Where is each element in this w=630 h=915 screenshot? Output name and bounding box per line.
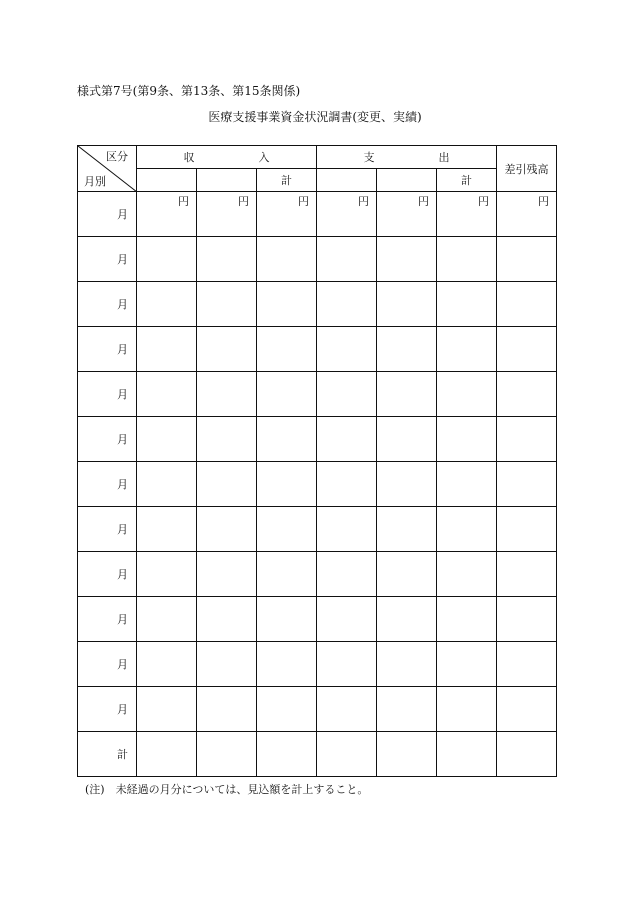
amount-cell[interactable]: [317, 372, 377, 417]
amount-cell[interactable]: [257, 282, 317, 327]
form-title: 医療支援事業資金状況調書(変更、実績): [208, 110, 422, 124]
amount-cell[interactable]: [197, 327, 257, 372]
amount-cell[interactable]: [137, 642, 197, 687]
amount-cell[interactable]: [257, 417, 317, 462]
amount-cell[interactable]: [317, 192, 377, 237]
amount-cell[interactable]: [257, 507, 317, 552]
month-label: 月: [78, 462, 137, 507]
amount-cell[interactable]: [497, 372, 557, 417]
month-label: 月: [78, 597, 137, 642]
month-label: 月: [78, 327, 137, 372]
fund-status-table: [77, 145, 557, 777]
amount-cell[interactable]: [497, 327, 557, 372]
amount-cell[interactable]: [377, 687, 437, 732]
amount-cell[interactable]: [317, 642, 377, 687]
amount-cell[interactable]: [197, 642, 257, 687]
amount-cell[interactable]: [497, 687, 557, 732]
amount-cell[interactable]: [257, 732, 317, 777]
income-item-2-header: [197, 169, 257, 192]
amount-cell[interactable]: [317, 507, 377, 552]
amount-cell[interactable]: [257, 462, 317, 507]
corner-label-category: 区分: [106, 150, 128, 163]
form-number: 様式第7号(第9条、第13条、第15条関係): [77, 84, 301, 98]
month-row: [78, 327, 557, 372]
amount-cell[interactable]: [377, 417, 437, 462]
amount-cell[interactable]: [377, 282, 437, 327]
expense-subtotal-header: 計: [437, 169, 497, 192]
amount-cell[interactable]: [317, 552, 377, 597]
month-row: [78, 282, 557, 327]
amount-cell[interactable]: [497, 552, 557, 597]
total-row: [78, 732, 557, 777]
amount-cell[interactable]: [137, 552, 197, 597]
income-subtotal-header: 計: [257, 169, 317, 192]
month-row: [78, 552, 557, 597]
amount-cell[interactable]: [437, 732, 497, 777]
amount-cell[interactable]: [317, 732, 377, 777]
amount-cell[interactable]: [317, 237, 377, 282]
month-row: [78, 597, 557, 642]
amount-cell[interactable]: [197, 372, 257, 417]
amount-cell[interactable]: [137, 687, 197, 732]
amount-cell[interactable]: [497, 507, 557, 552]
amount-cell[interactable]: [197, 597, 257, 642]
amount-cell[interactable]: [197, 192, 257, 237]
amount-cell[interactable]: [137, 597, 197, 642]
corner-cell: [78, 146, 137, 192]
yen-unit: 円: [478, 195, 489, 208]
total-label: 計: [78, 732, 137, 777]
amount-cell[interactable]: [257, 552, 317, 597]
yen-unit: 円: [418, 195, 429, 208]
amount-cell[interactable]: [197, 462, 257, 507]
amount-cell[interactable]: [137, 462, 197, 507]
amount-cell[interactable]: [377, 597, 437, 642]
amount-cell[interactable]: [497, 642, 557, 687]
amount-cell[interactable]: [317, 597, 377, 642]
amount-cell[interactable]: [257, 192, 317, 237]
month-label: 月: [78, 642, 137, 687]
amount-cell[interactable]: [497, 732, 557, 777]
month-label: 月: [78, 552, 137, 597]
month-row: [78, 237, 557, 282]
yen-unit: 円: [238, 195, 249, 208]
month-row: [78, 507, 557, 552]
month-row: [78, 642, 557, 687]
amount-cell[interactable]: [197, 507, 257, 552]
amount-cell[interactable]: [317, 282, 377, 327]
amount-cell[interactable]: [197, 732, 257, 777]
income-header: 収 入: [137, 146, 317, 169]
amount-cell[interactable]: [497, 462, 557, 507]
amount-cell[interactable]: [377, 642, 437, 687]
month-label: 月: [78, 417, 137, 462]
amount-cell[interactable]: [497, 237, 557, 282]
expense-item-2-header: [377, 169, 437, 192]
expense-header: 支 出: [317, 146, 497, 169]
expense-item-1-header: [317, 169, 377, 192]
amount-cell[interactable]: [257, 642, 317, 687]
month-row: [78, 462, 557, 507]
amount-cell[interactable]: [377, 237, 437, 282]
amount-cell[interactable]: [497, 597, 557, 642]
amount-cell[interactable]: [137, 282, 197, 327]
amount-cell[interactable]: [437, 462, 497, 507]
amount-cell[interactable]: [317, 462, 377, 507]
yen-unit: 円: [178, 195, 189, 208]
amount-cell[interactable]: [317, 687, 377, 732]
yen-unit: 円: [358, 195, 369, 208]
amount-cell[interactable]: [197, 237, 257, 282]
amount-cell[interactable]: [137, 327, 197, 372]
amount-cell[interactable]: [197, 417, 257, 462]
amount-cell[interactable]: [137, 237, 197, 282]
note-text: (注) 未経過の月分については、見込額を計上すること。: [85, 783, 369, 796]
amount-cell[interactable]: [437, 552, 497, 597]
month-label: 月: [78, 372, 137, 417]
amount-cell[interactable]: [377, 372, 437, 417]
income-item-1-header: [137, 169, 197, 192]
amount-cell[interactable]: [197, 552, 257, 597]
amount-cell[interactable]: [377, 552, 437, 597]
month-row: [78, 687, 557, 732]
amount-cell[interactable]: [257, 687, 317, 732]
amount-cell[interactable]: [257, 597, 317, 642]
amount-cell[interactable]: [137, 192, 197, 237]
amount-cell[interactable]: [377, 732, 437, 777]
amount-cell[interactable]: [257, 327, 317, 372]
amount-cell[interactable]: [377, 327, 437, 372]
month-row: [78, 372, 557, 417]
amount-cell[interactable]: [377, 462, 437, 507]
amount-cell[interactable]: [437, 597, 497, 642]
amount-cell[interactable]: [437, 417, 497, 462]
month-row: [78, 417, 557, 462]
amount-cell[interactable]: [257, 237, 317, 282]
amount-cell[interactable]: [437, 327, 497, 372]
yen-unit: 円: [538, 195, 549, 208]
month-label: 月: [78, 687, 137, 732]
month-label: 月: [78, 507, 137, 552]
month-row: [78, 192, 557, 237]
amount-cell[interactable]: [317, 417, 377, 462]
balance-header: 差引残高: [497, 146, 557, 192]
corner-label-month: 月別: [84, 175, 106, 188]
amount-cell[interactable]: [437, 642, 497, 687]
amount-cell[interactable]: [437, 282, 497, 327]
amount-cell[interactable]: [137, 372, 197, 417]
amount-cell[interactable]: [137, 417, 197, 462]
amount-cell[interactable]: [437, 507, 497, 552]
amount-cell[interactable]: [137, 507, 197, 552]
amount-cell[interactable]: [437, 237, 497, 282]
month-label: 月: [78, 237, 137, 282]
amount-cell[interactable]: [497, 282, 557, 327]
amount-cell[interactable]: [197, 687, 257, 732]
yen-unit: 円: [298, 195, 309, 208]
amount-cell[interactable]: [497, 417, 557, 462]
month-label: 月: [78, 282, 137, 327]
amount-cell[interactable]: [197, 282, 257, 327]
month-label: 月: [78, 192, 137, 237]
amount-cell[interactable]: [497, 192, 557, 237]
amount-cell[interactable]: [437, 372, 497, 417]
amount-cell[interactable]: [257, 372, 317, 417]
amount-cell[interactable]: [437, 687, 497, 732]
amount-cell[interactable]: [137, 732, 197, 777]
amount-cell[interactable]: [377, 507, 437, 552]
amount-cell[interactable]: [437, 192, 497, 237]
amount-cell[interactable]: [377, 192, 437, 237]
amount-cell[interactable]: [317, 327, 377, 372]
